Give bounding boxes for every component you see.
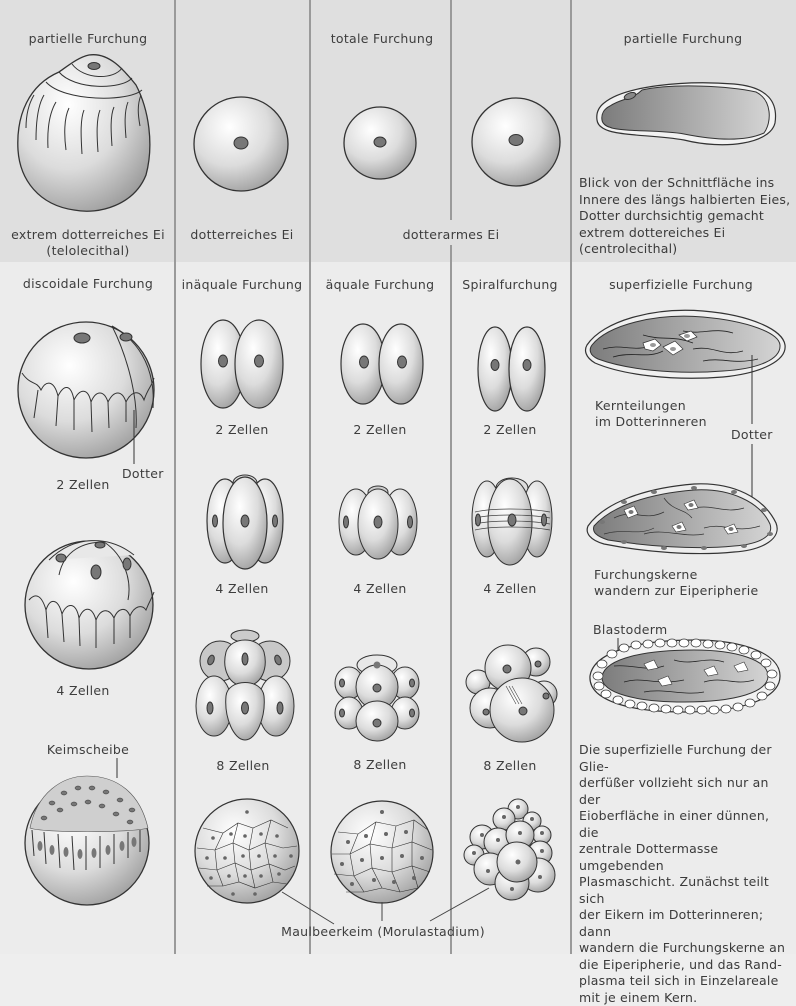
title-superfizielle-furchung: superfizielle Furchung (609, 277, 753, 292)
label-dotterreiches-ei: dotterreiches Ei (190, 227, 293, 242)
label-spiral-2-zellen: 2 Zellen (483, 422, 536, 437)
description-line: wandern die Furchungskerne an (579, 940, 789, 957)
label-dotterarmes-ei: dotterarmes Ei (403, 227, 500, 242)
label-blastoderm: Blastoderm (593, 622, 668, 637)
label-kernteilungen: Kernteilungen (595, 398, 686, 413)
label-inaequal-8-zellen: 8 Zellen (216, 758, 269, 773)
title-discoidale-furchung: discoidale Furchung (23, 276, 153, 291)
title-spiralfurchung: Spiralfurchung (462, 277, 558, 292)
description-line: Die superfizielle Furchung der Glie- (579, 742, 789, 775)
label-maulbeerkeim-morulastadium: Maulbeerkeim (Morulastadium) (281, 924, 485, 939)
caption-line: Blick von der Schnittfläche ins (579, 175, 790, 192)
description-line: derfüßer vollzieht sich nur an der (579, 775, 789, 808)
superficial-stage2-illustration (584, 478, 782, 558)
label-aequal-2-zellen: 2 Zellen (353, 422, 406, 437)
description-line: zentrale Dottermasse umgebenden (579, 841, 789, 874)
description-line: Plasmaschicht. Zunächst teilt sich (579, 874, 789, 907)
superficial-description (579, 742, 789, 1006)
label-spiral-8-zellen: 8 Zellen (483, 758, 536, 773)
header-totale-furchung: totale Furchung (331, 31, 434, 46)
header-partielle-furchung-right: partielle Furchung (624, 31, 743, 46)
label-dotter-discoidal: Dotter (122, 466, 164, 481)
header-partielle-furchung-left: partielle Furchung (29, 31, 148, 46)
label-keimscheibe: Keimscheibe (47, 742, 129, 757)
title-aequale-furchung: äquale Furchung (326, 277, 435, 292)
label-furchungskerne: Furchungskerne (594, 567, 698, 582)
description-line: die Eiperipherie, und das Rand- (579, 957, 789, 974)
caption-line: Innere des längs halbierten Eies, (579, 192, 790, 209)
label-im-dotterinneren: im Dotterinneren (595, 414, 707, 429)
description-line: plasma teil sich in Einzelareale (579, 973, 789, 990)
description-line: mit je einem Kern. (579, 990, 789, 1006)
label-aequal-8-zellen: 8 Zellen (353, 757, 406, 772)
description-line: Eioberfläche in einer dünnen, die (579, 808, 789, 841)
description-line: der Eikern im Dotterinneren; dann (579, 907, 789, 940)
label-aequal-4-zellen: 4 Zellen (353, 581, 406, 596)
label-discoidal-2-zellen: 2 Zellen (56, 477, 109, 492)
caption-line: Dotter durchsichtig gemacht (579, 208, 790, 225)
label-wandern-zur-eiperipherie: wandern zur Eiperipherie (594, 583, 759, 598)
label-telolecithal: (telolecithal) (46, 243, 129, 258)
caption-line: (centrolecithal) (579, 241, 790, 258)
label-inaequal-4-zellen: 4 Zellen (215, 581, 268, 596)
label-extrem-dotterreiches-ei: extrem dotterreiches Ei (11, 227, 165, 242)
title-inaequale-furchung: inäquale Furchung (182, 277, 303, 292)
blastoderm-illustration (584, 636, 784, 716)
caption-line: extrem dottereiches Ei (579, 225, 790, 242)
label-spiral-4-zellen: 4 Zellen (483, 581, 536, 596)
label-discoidal-4-zellen: 4 Zellen (56, 683, 109, 698)
label-inaequal-2-zellen: 2 Zellen (215, 422, 268, 437)
label-dotter-superficial: Dotter (731, 427, 773, 442)
